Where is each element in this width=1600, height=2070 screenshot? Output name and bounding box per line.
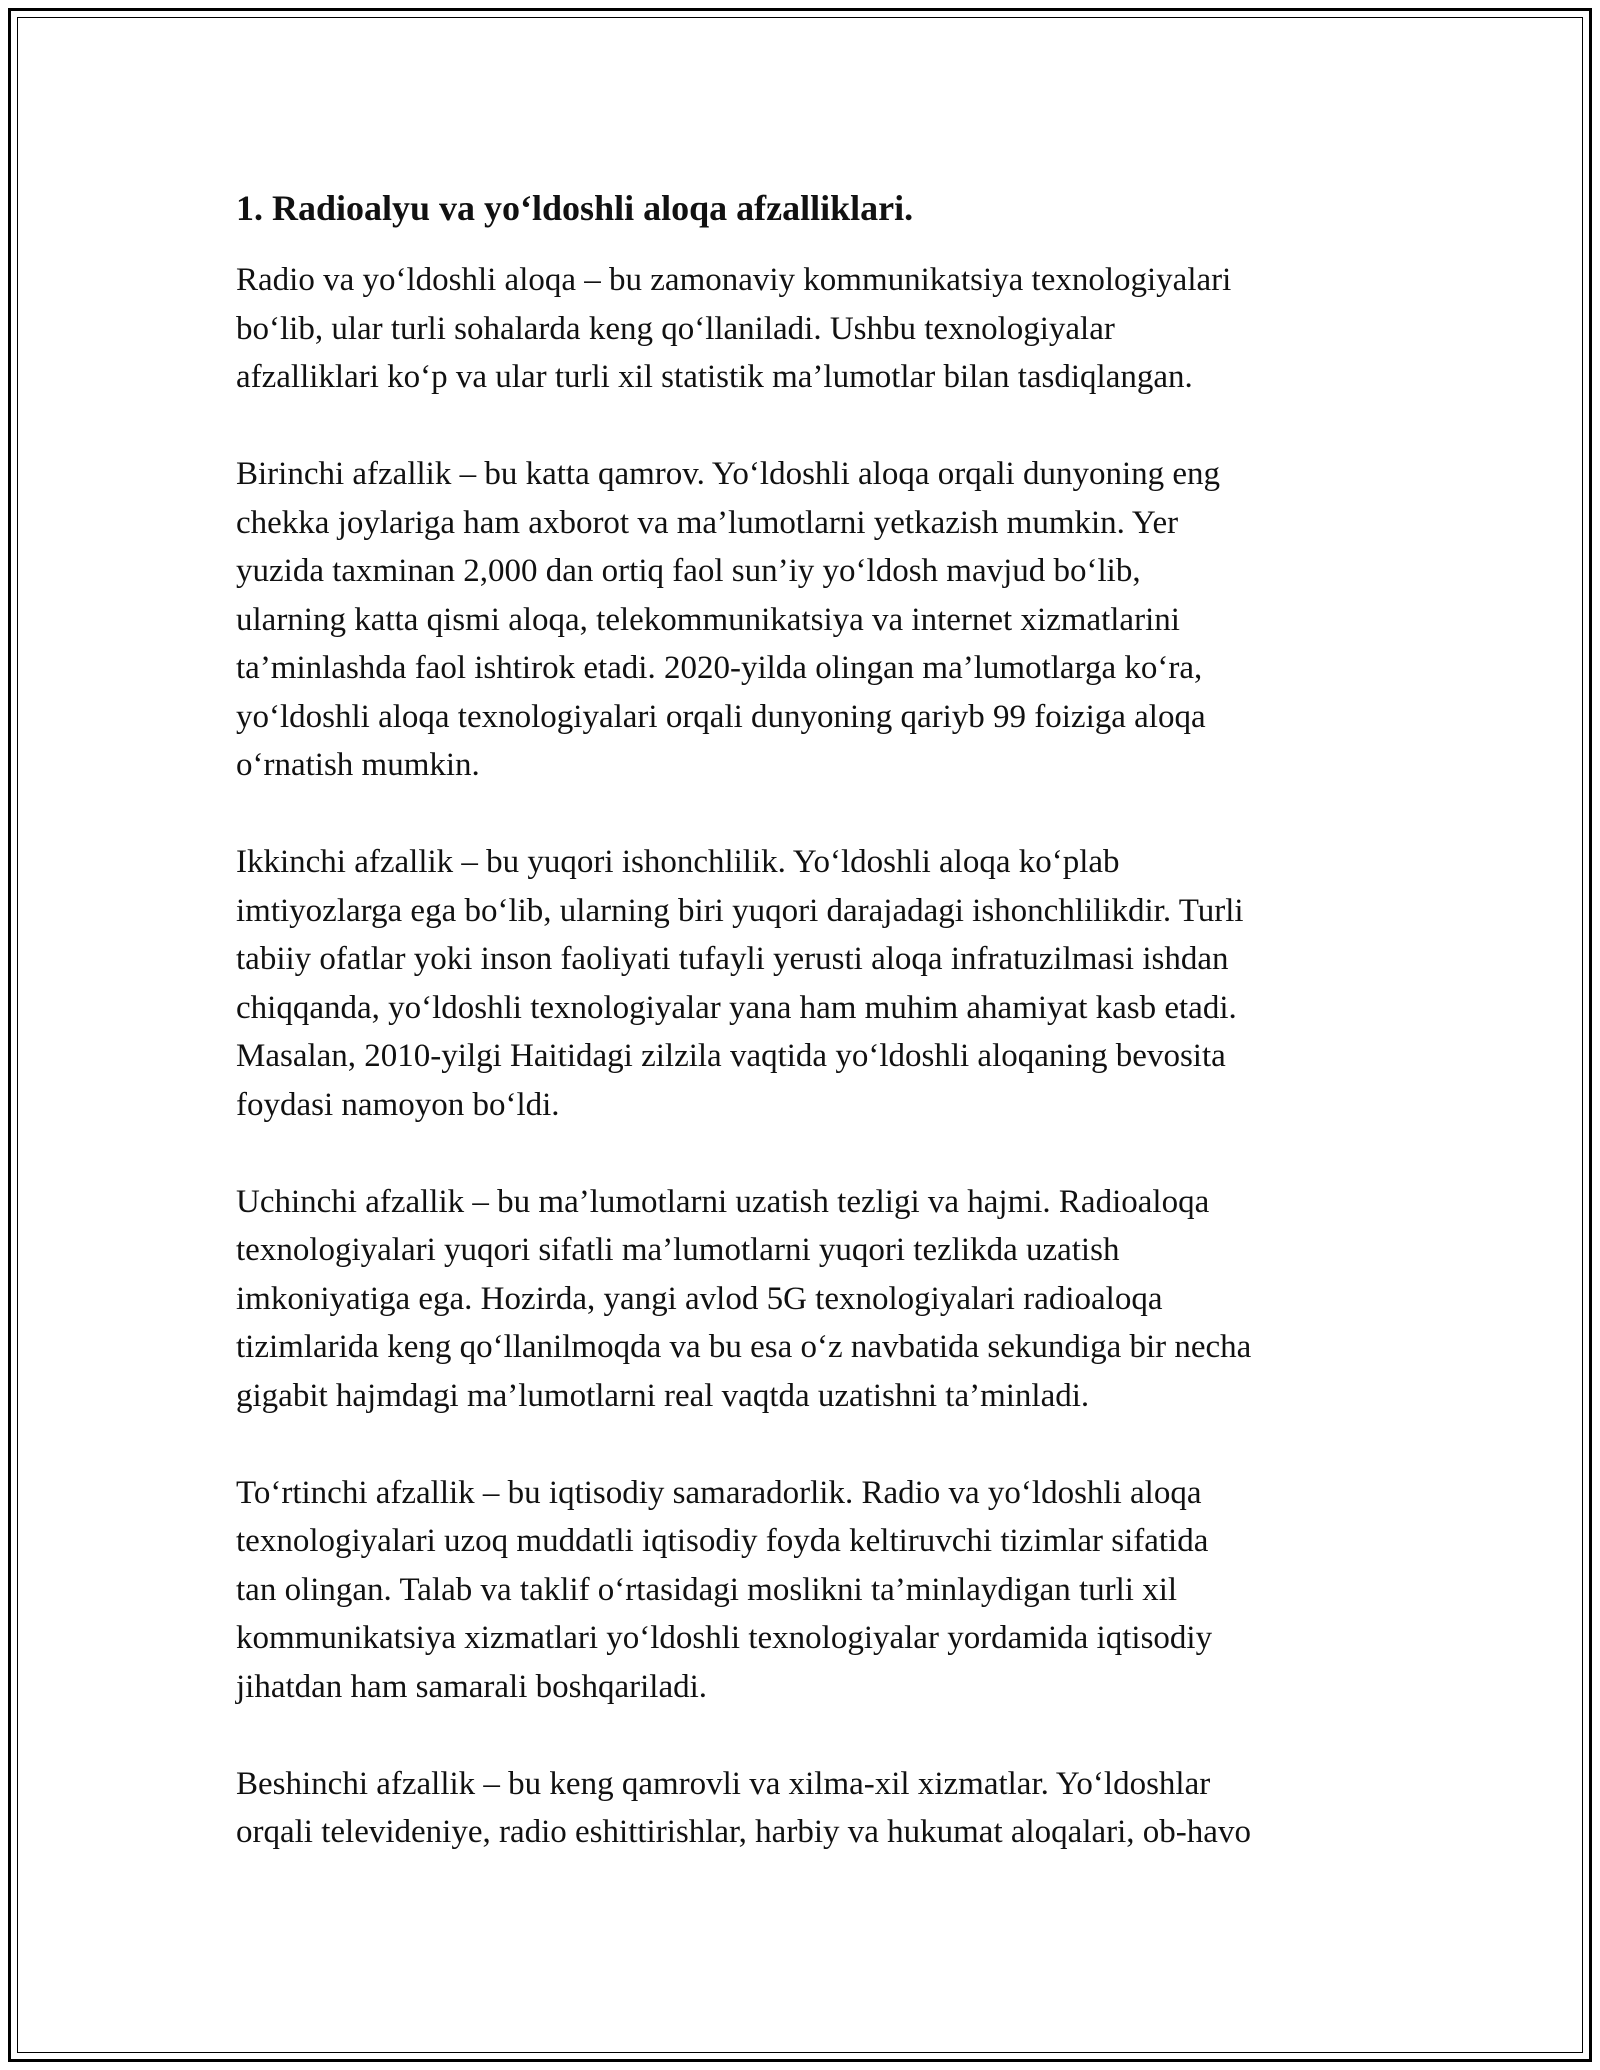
text-line: Radio va yo‘ldoshli aloqa – bu zamonaviy kommunikatsiya texnologiyalari xyxy=(236,262,1232,298)
text-line: imkoniyatiga ega. Hozirda, yangi avlod 5G texnologiyalari radioaloqa xyxy=(236,1280,1163,1317)
text-line: texnologiyalari uzoq muddatli iqtisodiy foyda keltiruvchi tizimlar sifatida xyxy=(236,1523,1209,1559)
text-line: To‘rtinchi afzallik – bu iqtisodiy samaradorlik. Radio va yo‘ldoshli aloqa xyxy=(236,1474,1202,1511)
text-line: tan olingan. Talab va taklif o‘rtasidagi moslikni ta’minlaydigan turli xil xyxy=(236,1571,1178,1608)
text-line: chiqqanda, yo‘ldoshli texnologiyalar yana ham muhim ahamiyat kasb etadi. xyxy=(236,989,1237,1026)
paragraph-third-advantage xyxy=(236,1178,1386,1421)
paragraph-fourth-advantage xyxy=(236,1469,1386,1712)
paragraph-fifth-advantage xyxy=(236,1760,1386,1857)
text-line: ularning katta qismi aloqa, telekommunikatsiya va internet xizmatlarini xyxy=(236,601,1180,638)
text-line: ta’minlashda faol ishtirok etadi. 2020-yilda olingan ma’lumotlarga ko‘ra, xyxy=(236,650,1203,686)
text-line: imtiyozlarga ega bo‘lib, ularning biri yuqori darajadagi ishonchlilikdir. Turli xyxy=(236,892,1244,929)
text-line: yo‘ldoshli aloqa texnologiyalari orqali dunyoning qariyb 99 foiziga aloqa xyxy=(236,698,1206,735)
text-line: tabiiy ofatlar yoki inson faoliyati tufayli yerusti aloqa infratuzilmasi ishdan xyxy=(236,941,1229,977)
text-line: jihatdan ham samarali boshqariladi. xyxy=(236,1668,708,1705)
paragraph-second-advantage xyxy=(236,838,1386,1129)
text-line: texnologiyalari yuqori sifatli ma’lumotlarni yuqori tezlikda uzatish xyxy=(236,1232,1120,1268)
section-heading: 1. Radioalyu va yo‘ldoshli aloqa afzalliklari. xyxy=(236,188,914,228)
text-line: Birinchi afzallik – bu katta qamrov. Yo‘ldoshli aloqa orqali dunyoning eng xyxy=(236,456,1221,492)
text-line: gigabit hajmdagi ma’lumotlarni real vaqtda uzatishni ta’minladi. xyxy=(236,1377,1090,1414)
text-line: yuzida taxminan 2,000 dan ortiq faol sun’iy yo‘ldosh mavjud bo‘lib, xyxy=(236,553,1141,589)
text-line: Masalan, 2010-yilgi Haitidagi zilzila vaqtida yo‘ldoshli aloqaning bevosita xyxy=(236,1038,1226,1074)
document-content xyxy=(236,186,1386,1905)
paragraph-first-advantage xyxy=(236,450,1386,790)
text-line: orqali televideniye, radio eshittirishlar, harbiy va hukumat aloqalari, ob-havo xyxy=(236,1814,1251,1850)
text-line: kommunikatsiya xizmatlari yo‘ldoshli texnologiyalar yordamida iqtisodiy xyxy=(236,1620,1213,1656)
text-line: o‘rnatish mumkin. xyxy=(236,747,480,783)
paragraph-intro xyxy=(236,256,1386,402)
text-line: bo‘lib, ular turli sohalarda keng qo‘llaniladi. Ushbu texnologiyalar xyxy=(236,310,1115,347)
text-line: Ikkinchi afzallik – bu yuqori ishonchlilik. Yo‘ldoshli aloqa ko‘plab xyxy=(236,844,1120,880)
text-line: Uchinchi afzallik – bu ma’lumotlarni uzatish tezligi va hajmi. Radioaloqa xyxy=(236,1183,1210,1220)
text-line: afzalliklari ko‘p va ular turli xil statistik ma’lumotlar bilan tasdiqlangan. xyxy=(236,359,1193,395)
text-line: Beshinchi afzallik – bu keng qamrovli va xilma-xil xizmatlar. Yo‘ldoshlar xyxy=(236,1765,1211,1802)
text-line: tizimlarida keng qo‘llanilmoqda va bu esa o‘z navbatida sekundiga bir necha xyxy=(236,1329,1252,1365)
text-line: foydasi namoyon bo‘ldi. xyxy=(236,1086,560,1123)
text-line: chekka joylariga ham axborot va ma’lumotlarni yetkazish mumkin. Yer xyxy=(236,504,1179,541)
